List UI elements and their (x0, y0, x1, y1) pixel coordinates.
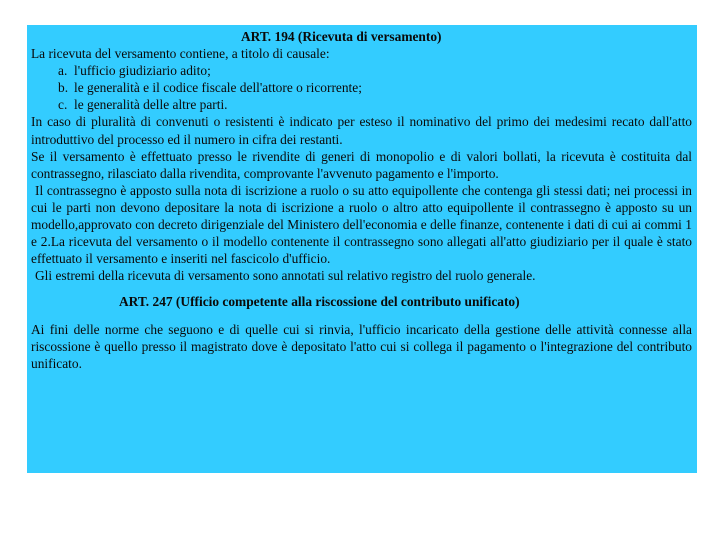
article-247-title: ART. 247 (Ufficio competente alla riscossione del contributo unificato) (119, 294, 520, 310)
list-marker: b. (58, 80, 69, 96)
document-panel (27, 25, 697, 473)
list-marker: c. (58, 97, 68, 113)
article-194-paragraph-1: In caso di pluralità di convenuti o resistenti è indicato per esteso il nominativo del primo dei medesimi recato dall'atto introduttivo del processo ed il numero in cifra dei restanti. (31, 114, 692, 147)
article-247-paragraph-1: Ai fini delle norme che seguono e di quelle cui si rinvia, l'ufficio incaricato della gestione delle attività connesse alla riscossione è quello presso il magistrato dove è depositato l'atto cui si collega il pagamento o l'integrazione del contributo unificato. (31, 321, 692, 371)
list-item-text: le generalità delle altre parti. (74, 97, 228, 113)
article-194-paragraph-3: Il contrassegno è apposto sulla nota di iscrizione a ruolo o su atto equipollente che contenga gli stessi dati; nei processi in cui le parti non devono depositare la nota di iscrizione a ruolo o altro atto equipollente il contrassegno è apposto su un modello,approvato con decreto dirigenziale del Ministero dell'economia e delle finanze, contenente i dati di cui ai commi 1 e 2.La ricevuta del versamento o il modello contenente il contrassegno sono allegati all'atto giudiziario per il quale è stato effettuato il versamento e inseriti nel fascicolo d'ufficio. (31, 182, 692, 267)
article-194-paragraph-2: Se il versamento è effettuato presso le rivendite di generi di monopolio e di valori bollati, la ricevuta è costituita dal contrassegno, rilasciato dalla rivendita, comprovante l'avvenuto pagamento e l'importo. (31, 148, 692, 181)
list-item (31, 96, 692, 113)
article-194-title: ART. 194 (Ricevuta di versamento) (241, 29, 442, 44)
article-194-paragraph-4: Gli estremi della ricevuta di versamento sono annotati sul relativo registro del ruolo generale. (35, 268, 536, 284)
causale-list (31, 62, 692, 113)
list-item-text: le generalità e il codice fiscale dell'attore o ricorrente; (74, 80, 362, 96)
list-item (31, 62, 692, 79)
list-marker: a. (58, 63, 68, 79)
article-194-intro: La ricevuta del versamento contiene, a titolo di causale: (31, 46, 330, 62)
list-item (31, 79, 692, 96)
list-item-text: l'ufficio giudiziario adito; (74, 63, 211, 79)
